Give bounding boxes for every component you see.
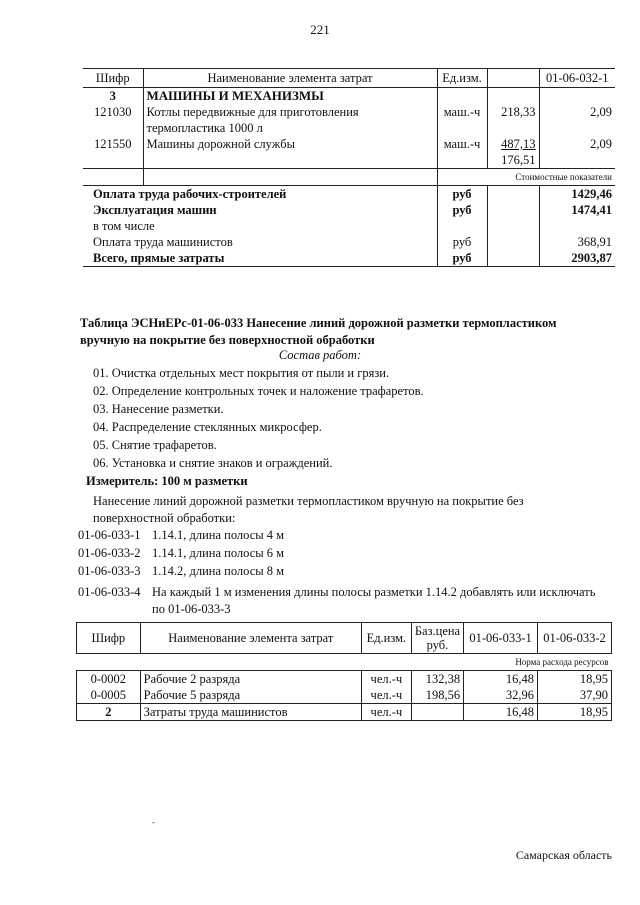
operation-item: 04. Распределение стеклянных микросфер. (93, 420, 322, 434)
row-value-1: 32,96 (464, 687, 538, 704)
code-id: 01-06-033-4 (78, 585, 141, 599)
table-row (77, 687, 612, 704)
row-name: Рабочие 2 разряда (140, 671, 361, 688)
code-line (78, 546, 284, 561)
row-name: Затраты труда машинистов (140, 704, 361, 721)
row-value-1: 16,48 (464, 671, 538, 688)
header-col-033-2: 01-06-033-2 (538, 623, 612, 654)
norm-caption-row (77, 654, 612, 671)
table-header-row (83, 69, 615, 88)
cost-row (83, 234, 615, 250)
row-price (411, 704, 463, 721)
table-row (83, 104, 615, 136)
section-number: 3 (109, 89, 116, 103)
row-code: 0-0005 (77, 687, 141, 704)
cost-value: 1429,46 (539, 186, 615, 203)
code-text: 1.14.1, длина полосы 4 м (152, 528, 285, 542)
cost-row (83, 186, 615, 203)
row-price: 198,56 (411, 687, 463, 704)
code-text: На каждый 1 м изменения длины полосы разметки 1.14.2 добавлять или исключать по 01-06-033-3 (152, 585, 596, 616)
cost-caption-row (83, 169, 615, 186)
row-value-1: 16,48 (464, 704, 538, 721)
header-code: Шифр (83, 69, 143, 88)
cost-value: 2903,87 (539, 250, 615, 267)
row-value: 2,09 (539, 104, 615, 136)
header-col-032-1: 01-06-032-1 (539, 69, 615, 88)
cost-name: в том числе (93, 219, 155, 233)
operation-item: 02. Определение контрольных точек и наложение трафаретов. (93, 384, 424, 398)
row-value: 2,09 (539, 136, 615, 169)
code-text: 1.14.1, длина полосы 6 м (152, 546, 285, 560)
header-price (487, 69, 539, 88)
row-price: 487,13 176,51 (487, 136, 539, 169)
cost-unit (437, 218, 487, 234)
norm-caption: Норма расхода ресурсов (77, 654, 612, 671)
cost-row-total (83, 250, 615, 267)
row-value-2: 18,95 (538, 671, 612, 688)
header-code: Шифр (77, 623, 141, 654)
cost-value: 1474,41 (539, 202, 615, 218)
operation-item: 01. Очистка отдельных мест покрытия от пыли и грязи. (93, 366, 390, 380)
row-code: 121550 (94, 137, 132, 151)
code-id: 01-06-033-2 (78, 546, 141, 560)
table-row (77, 704, 612, 721)
row-unit: чел.-ч (361, 671, 411, 688)
row-code: 121030 (94, 105, 132, 119)
cost-unit: руб (437, 186, 487, 203)
header-col-033-1: 01-06-033-1 (464, 623, 538, 654)
header-unit: Ед.изм. (437, 69, 487, 88)
section-row (83, 88, 615, 105)
cost-unit: руб (437, 250, 487, 267)
cost-unit: руб (437, 202, 487, 218)
operation-item: 03. Нанесение разметки. (93, 402, 224, 416)
row-name: Машины дорожной службы (143, 136, 437, 169)
code-id: 01-06-033-1 (78, 528, 141, 542)
table-row (83, 136, 615, 169)
row-name: Котлы передвижные для приготовления термопластика 1000 л (143, 104, 437, 136)
row-code: 2 (77, 704, 141, 721)
stray-mark: - (152, 818, 155, 827)
code-text: 1.14.2, длина полосы 8 м (152, 564, 285, 578)
row-price: 218,33 (487, 104, 539, 136)
page-number: 221 (310, 22, 330, 37)
cost-name: Оплата труда машинистов (93, 235, 233, 249)
table-heading: Таблица ЭСНиЕРс-01-06-033 Нанесение линий дорожной разметки термопластиком вручную на покрытие без поверхностной обработки (80, 316, 557, 347)
measure-unit: Измеритель: 100 м разметки (86, 474, 248, 488)
row-unit: маш.-ч (437, 104, 487, 136)
code-line (78, 528, 284, 543)
row-name: Рабочие 5 разряда (140, 687, 361, 704)
code-id: 01-06-033-3 (78, 564, 141, 578)
row-code: 0-0002 (77, 671, 141, 688)
cost-name: Всего, прямые затраты (83, 250, 437, 267)
region-footer: Самарская область (515, 848, 612, 862)
row-unit: чел.-ч (361, 704, 411, 721)
code-line (78, 584, 613, 618)
header-name: Наименование элемента затрат (140, 623, 361, 654)
cost-value (539, 218, 615, 234)
row-unit: маш.-ч (437, 136, 487, 169)
cost-row (83, 202, 615, 218)
row-price: 132,38 (411, 671, 463, 688)
description: Нанесение линий дорожной разметки термопластиком вручную на покрытие без поверхностной обработки: (93, 494, 524, 525)
section-title: МАШИНЫ И МЕХАНИЗМЫ (143, 88, 437, 105)
row-value-2: 37,90 (538, 687, 612, 704)
resources-table-033 (76, 622, 612, 721)
cost-unit: руб (437, 234, 487, 250)
resources-table-032 (83, 68, 615, 267)
table-row (77, 671, 612, 688)
cost-row (83, 218, 615, 234)
code-line (78, 564, 284, 579)
header-name: Наименование элемента затрат (143, 69, 437, 88)
operation-item: 05. Снятие трафаретов. (93, 438, 217, 452)
cost-value: 368,91 (539, 234, 615, 250)
row-unit: чел.-ч (361, 687, 411, 704)
header-base-price: Баз.цена руб. (411, 623, 463, 654)
header-unit: Ед.изм. (361, 623, 411, 654)
cost-caption: Стоимостные показатели (487, 169, 615, 186)
operation-item: 06. Установка и снятие знаков и ограждений. (93, 456, 333, 470)
cost-name: Оплата труда рабочих-строителей (93, 187, 287, 201)
row-value-2: 18,95 (538, 704, 612, 721)
table-header-row (77, 623, 612, 654)
cost-name: Эксплуатация машин (93, 203, 217, 217)
work-composition-title: Состав работ: (278, 348, 362, 362)
